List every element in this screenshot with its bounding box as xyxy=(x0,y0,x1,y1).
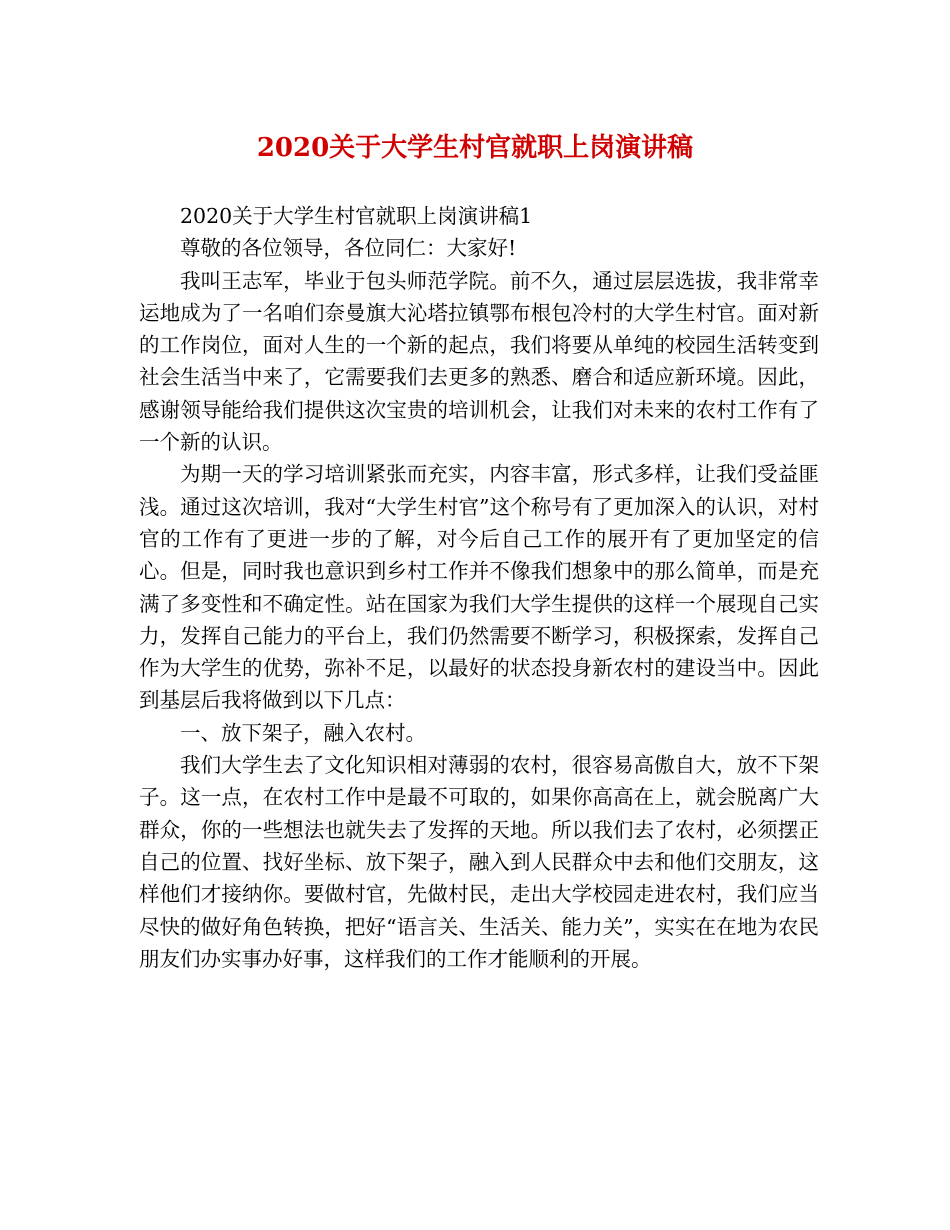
paragraph-training: 为期一天的学习培训紧张而充实，内容丰富，形式多样，让我们受益匪浅。通过这次培训，我对“大学生村官”这个称号有了更加深入的认识，对村官的工作有了更进一步的了解，对今后自己工作的展开有了更加坚定的信心。但是，同时我也意识到乡村工作并不像我们想象中的那么简单，而是充满了多变性和不确定性。站在国家为我们大学生提供的这样一个展现自己实力，发挥自己能力的平台上，我们仍然需要不断学习，积极探索，发挥自己作为大学生的优势，弥补不足，以最好的状态投身新农村的建设当中。因此到基层后我将做到以下几点： xyxy=(139,462,819,713)
paragraph-greeting: 尊敬的各位领导，各位同仁：大家好! xyxy=(180,236,517,261)
paragraph-integration: 我们大学生去了文化知识相对薄弱的农村，很容易高傲自大，放不下架子。这一点，在农村工作中是最不可取的，如果你高高在上，就会脱离广大群众，你的一些想法也就失去了发挥的天地。所以我们去了农村，必须摆正自己的位置、找好坐标、放下架子，融入到人民群众中去和他们交朋友，这样他们才接纳你。要做村官，先做村民，走出大学校园走进农村，我们应当尽快的做好角色转换，把好“语言关、生活关、能力关”，实实在在地为农民朋友们办实事办好事，这样我们的工作才能顺利的开展。 xyxy=(139,753,819,971)
paragraph-introduction: 我叫王志军，毕业于包头师范学院。前不久，通过层层选拔，我非常幸运地成为了一名咱们奈曼旗大沁塔拉镇鄂布根包冷村的大学生村官。面对新的工作岗位，面对人生的一个新的起点，我们将要从单纯的校园生活转变到社会生活当中来了，它需要我们去更多的熟悉、磨合和适应新环境。因此，感谢领导能给我们提供这次宝贵的培训机会，让我们对未来的农村工作有了一个新的认识。 xyxy=(139,268,819,455)
paragraph-heading-one: 一、放下架子，融入农村。 xyxy=(180,720,426,745)
paragraph-subtitle: 2020关于大学生村官就职上岗演讲稿1 xyxy=(180,204,533,228)
document-body xyxy=(139,200,819,975)
document-title: 2020关于大学生村官就职上岗演讲稿 xyxy=(256,133,694,163)
